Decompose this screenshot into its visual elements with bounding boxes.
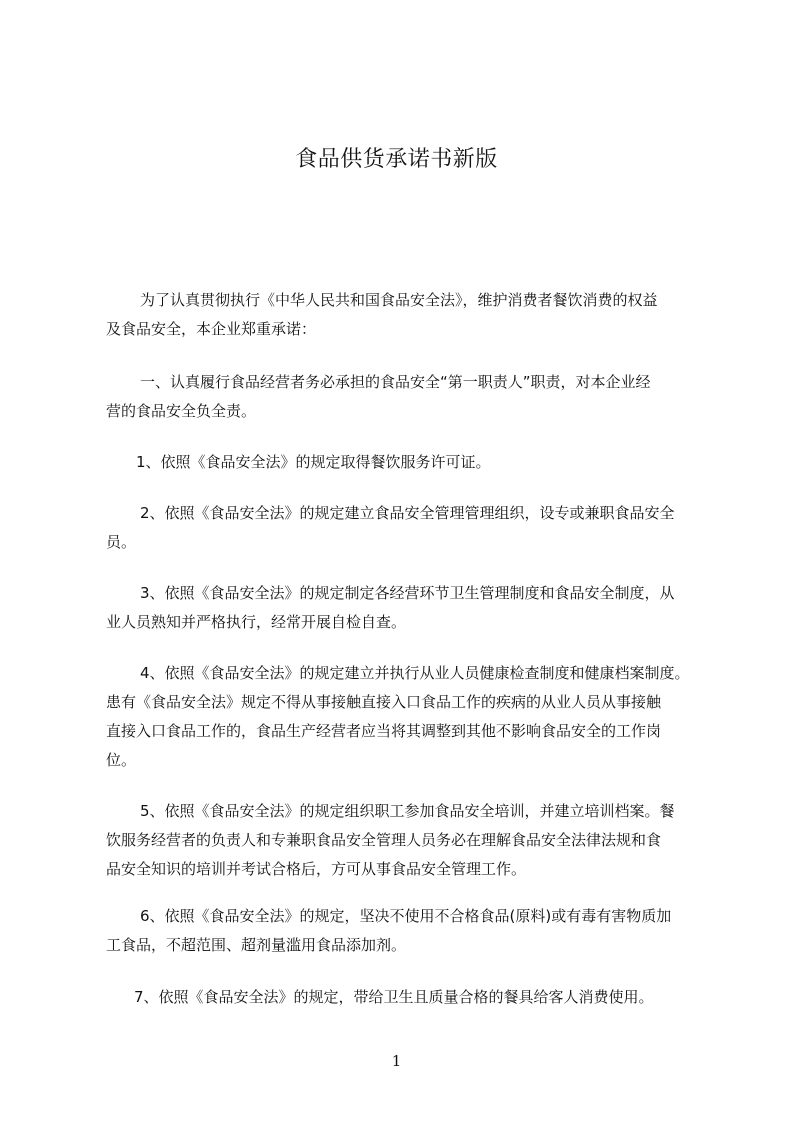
paragraph-line: 6、依照《食品安全法》的规定，坚决不使用不合格食品(原料)或有毒有害物质加 [140, 907, 672, 925]
paragraph-line: 3、依照《食品安全法》的规定制定各经营环节卫生管理制度和食品安全制度，从 [140, 584, 675, 602]
paragraph-item-1 [106, 448, 491, 477]
paragraph-line: 5、依照《食品安全法》的规定组织职工参加食品安全培训，并建立培训档案。餐 [140, 802, 675, 820]
paragraph-line: 2、依照《食品安全法》的规定建立食品安全管理管理组织，设专或兼职食品安全 [140, 504, 675, 522]
page-number: 1 [391, 1052, 402, 1070]
paragraph-line: 患有《食品安全法》规定不得从事接触直接入口食品工作的疾病的从业人员从事接触 [106, 693, 662, 711]
paragraph-line: 营的食品安全负全责。 [106, 402, 257, 420]
paragraph-line: 为了认真贯彻执行《中华人民共和国食品安全法》，维护消费者餐饮消费的权益 [140, 291, 658, 309]
paragraph-item-5 [106, 797, 675, 884]
paragraph-line: 工食品，不超范围、超剂量滥用食品添加剂。 [106, 936, 407, 954]
paragraph-item-2 [106, 499, 675, 557]
paragraph-line: 一、认真履行食品经营者务必承担的食品安全“第一职责人”职责，对本企业经 [140, 373, 651, 391]
paragraph-line: 品安全知识的培训并考试合格后，方可从事食品安全管理工作。 [106, 860, 527, 878]
paragraph-commitment-1 [106, 368, 651, 426]
paragraph-line: 员。 [106, 533, 137, 551]
paragraph-item-7 [106, 983, 654, 1012]
paragraph-line: 7、依照《食品安全法》的规定，带给卫生且质量合格的餐具给客人消费使用。 [134, 988, 654, 1006]
paragraph-item-4 [106, 659, 690, 775]
document-title: 食品供货承诺书新版 [295, 147, 498, 172]
paragraph-line: 及食品安全，本企业郑重承诺： [106, 320, 317, 338]
paragraph-line: 4、依照《食品安全法》的规定建立并执行从业人员健康检查制度和健康档案制度。 [140, 664, 690, 682]
paragraph-intro [106, 286, 658, 344]
paragraph-line: 业人员熟知并严格执行，经常开展自检自查。 [106, 613, 407, 631]
paragraph-item-3 [106, 579, 675, 637]
paragraph-line: 1、依照《食品安全法》的规定取得餐饮服务许可证。 [136, 453, 491, 471]
paragraph-line: 饮服务经营者的负责人和专兼职食品安全管理人员务必在理解食品安全法律法规和食 [106, 831, 662, 849]
paragraph-item-6 [106, 902, 671, 960]
paragraph-line: 直接入口食品工作的，食品生产经营者应当将其调整到其他不影响食品安全的工作岗 [106, 722, 662, 740]
paragraph-line: 位。 [106, 751, 137, 769]
